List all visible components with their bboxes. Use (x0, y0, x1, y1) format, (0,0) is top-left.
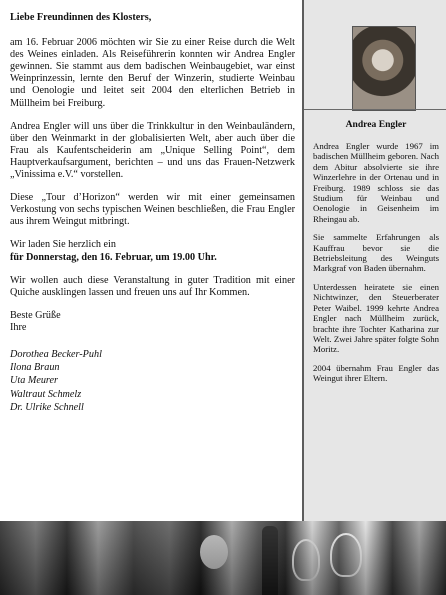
bio-paragraph: Unterdessen heiratete sie einen Nichtwinzer, den Steuerberater Peter Waibel. 1999 kehrte Andrea Engler nach Müllheim zurück, brachte ihre Tochter Katharina zur Welt. Zwei Jahre später folgte Sohn Moritz. (313, 281, 439, 355)
signers-list (10, 348, 295, 414)
letter-paragraph-4: Wir wollen auch diese Veranstaltung in guter Tradition mit einer Quiche ausklingen lassen und freuen uns auf Ihr Kommen. (10, 274, 295, 298)
portrait-caption: Andrea Engler (345, 119, 407, 130)
signer-name: Dorothea Becker-Puhl (10, 348, 102, 360)
letter-paragraph-2: Andrea Engler will uns über die Trinkkultur in den Weinbauländern, über den Weinmarkt in der globalisierten Welt, aber auch über die Frau als Kaufentscheiderin am „Unique Selling Point“, dem Hauptverkaufsargument, berichten – und uns das Frauen-Netzwerk „Vinissima e.V.“ vorstellen. (10, 120, 295, 181)
signer-name: Uta Meurer (10, 375, 59, 387)
bio-paragraph: 2004 übernahm Frau Engler das Weingut ihrer Eltern. (313, 362, 439, 384)
sidebar-divider (304, 109, 446, 110)
letter-paragraph-1: am 16. Februar 2006 möchten wir Sie zu einer Reise durch die Welt des Weines einladen. Als Reiseführerin konnten wir Andrea Engler gewinnen. Sie stammt aus dem badischen Weinbaugebiet, war einst Weinprinzessin, lernte den Beruf der Winzerin, studierte Weinbau und Oenologie und leitet seit 2004 den elterlichen Betrieb in Müllheim bei Freiburg. (10, 37, 295, 109)
letter-body (10, 12, 295, 414)
letter-greeting: Liebe Freundinnen des Klosters, (10, 12, 152, 23)
signer-name: Ilona Braun (10, 362, 60, 374)
bio-paragraph: Andrea Engler wurde 1967 im badischen Müllheim geboren. Nach dem Abitur absolvierte sie ihre Winzerlehre in der Ortenau und in Freiburg. 1989 schloss sie das Studium für Weinbau und Oenologie in Geisenheim im Rheingau ab. (313, 141, 439, 224)
letter-invite: Wir laden Sie herzlich ein (10, 239, 116, 251)
letter-paragraph-3: Diese „Tour d’Horizon“ werden wir mit einer gemeinsamen Verkostung von sechs typischen Weinen beschließen, die Frau Engler aus ihrem Weingut mitbringt. (10, 192, 295, 228)
bio-text (313, 141, 439, 392)
bio-paragraph: Sie sammelte Erfahrungen als Kauffrau bevor sie die Betriebsleitung des Weinguts Markgraf von Baden übernahm. (313, 232, 439, 274)
signer-name: Waltraut Schmelz (10, 388, 82, 400)
letter-closing-ihre: Ihre (10, 321, 27, 333)
wine-photo-strip (0, 521, 446, 595)
letter-date: für Donnerstag, den 16. Februar, um 19.00 Uhr. (10, 251, 217, 263)
strip-shade (0, 521, 446, 595)
portrait-photo (352, 26, 416, 111)
signer-name: Dr. Ulrike Schnell (10, 401, 84, 413)
bio-sidebar (302, 0, 446, 521)
letter-closing: Beste Grüße (10, 309, 61, 321)
